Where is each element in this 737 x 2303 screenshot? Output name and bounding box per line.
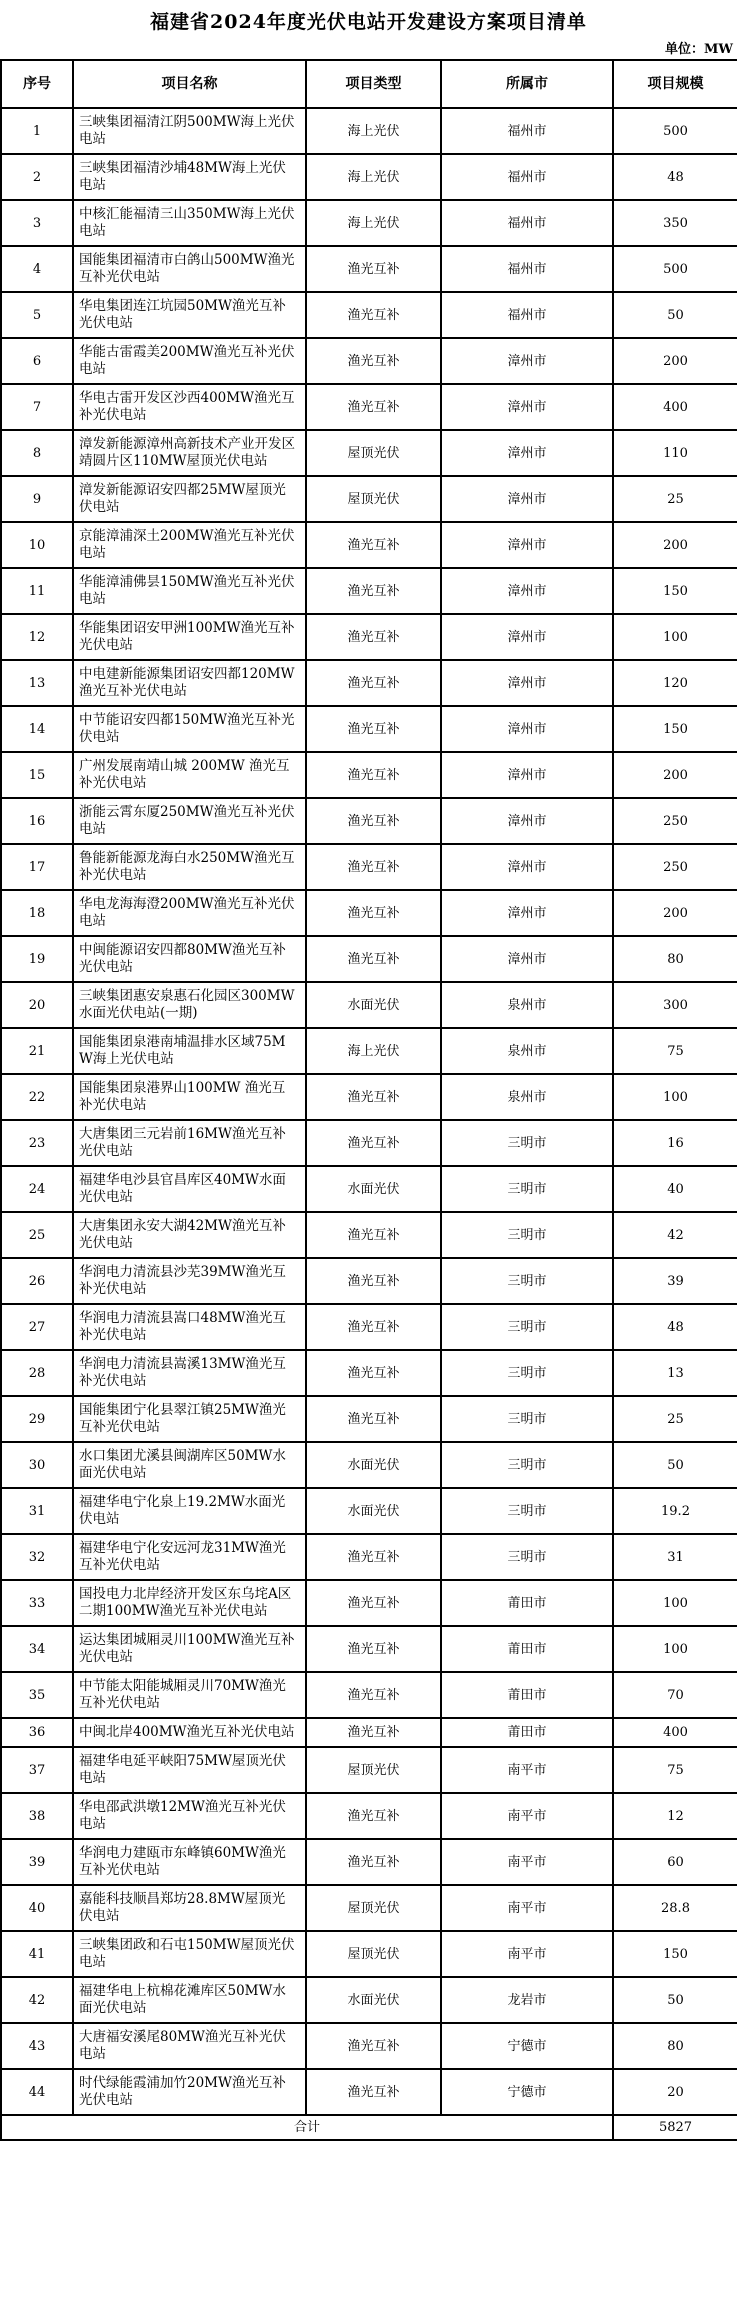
cell-city: 莆田市 xyxy=(441,1626,613,1672)
cell-scale: 25 xyxy=(613,1396,737,1442)
table-row xyxy=(1,154,737,200)
header-row xyxy=(1,60,737,108)
cell-serial-no: 31 xyxy=(1,1488,73,1534)
cell-serial-no: 5 xyxy=(1,292,73,338)
cell-serial-no: 21 xyxy=(1,1028,73,1074)
cell-serial-no: 34 xyxy=(1,1626,73,1672)
cell-project-name: 华润电力清流县沙芜39MW渔光互补光伏电站 xyxy=(73,1258,306,1304)
table-row xyxy=(1,200,737,246)
cell-serial-no: 38 xyxy=(1,1793,73,1839)
cell-city: 漳州市 xyxy=(441,936,613,982)
table-row xyxy=(1,1304,737,1350)
cell-serial-no: 36 xyxy=(1,1718,73,1747)
cell-city: 漳州市 xyxy=(441,338,613,384)
cell-scale: 70 xyxy=(613,1672,737,1718)
cell-project-name: 中电建新能源集团诏安四都120MW渔光互补光伏电站 xyxy=(73,660,306,706)
cell-city: 漳州市 xyxy=(441,522,613,568)
cell-serial-no: 12 xyxy=(1,614,73,660)
table-row xyxy=(1,1931,737,1977)
cell-scale: 60 xyxy=(613,1839,737,1885)
cell-city: 三明市 xyxy=(441,1350,613,1396)
header-project-name: 项目名称 xyxy=(73,60,306,108)
cell-project-type: 屋顶光伏 xyxy=(306,476,441,522)
cell-project-name: 三峡集团政和石屯150MW屋顶光伏电站 xyxy=(73,1931,306,1977)
cell-project-name: 浙能云霄东厦250MW渔光互补光伏电站 xyxy=(73,798,306,844)
cell-scale: 13 xyxy=(613,1350,737,1396)
cell-serial-no: 28 xyxy=(1,1350,73,1396)
cell-city: 福州市 xyxy=(441,200,613,246)
cell-project-name: 广州发展南靖山城 200MW 渔光互补光伏电站 xyxy=(73,752,306,798)
cell-project-name: 国能集团泉港界山100MW 渔光互补光伏电站 xyxy=(73,1074,306,1120)
cell-scale: 42 xyxy=(613,1212,737,1258)
table-row xyxy=(1,1120,737,1166)
cell-scale: 150 xyxy=(613,568,737,614)
cell-city: 漳州市 xyxy=(441,706,613,752)
table-row xyxy=(1,752,737,798)
cell-project-type: 渔光互补 xyxy=(306,890,441,936)
cell-project-type: 渔光互补 xyxy=(306,1839,441,1885)
cell-project-name: 大唐集团三元岩前16MW渔光互补光伏电站 xyxy=(73,1120,306,1166)
cell-project-type: 渔光互补 xyxy=(306,1212,441,1258)
cell-project-type: 渔光互补 xyxy=(306,568,441,614)
cell-project-name: 鲁能新能源龙海白水250MW渔光互补光伏电站 xyxy=(73,844,306,890)
cell-serial-no: 20 xyxy=(1,982,73,1028)
cell-scale: 100 xyxy=(613,1626,737,1672)
cell-scale: 500 xyxy=(613,246,737,292)
cell-project-name: 华电集团连江坑园50MW渔光互补光伏电站 xyxy=(73,292,306,338)
cell-project-name: 漳发新能源诏安四都25MW屋顶光伏电站 xyxy=(73,476,306,522)
cell-project-type: 渔光互补 xyxy=(306,1396,441,1442)
table-row xyxy=(1,568,737,614)
cell-project-type: 海上光伏 xyxy=(306,200,441,246)
table-row xyxy=(1,292,737,338)
cell-project-type: 渔光互补 xyxy=(306,1258,441,1304)
header-serial-no: 序号 xyxy=(1,60,73,108)
cell-scale: 50 xyxy=(613,292,737,338)
cell-serial-no: 40 xyxy=(1,1885,73,1931)
cell-serial-no: 1 xyxy=(1,108,73,154)
cell-city: 泉州市 xyxy=(441,982,613,1028)
cell-project-type: 渔光互补 xyxy=(306,614,441,660)
cell-project-type: 渔光互补 xyxy=(306,798,441,844)
cell-city: 三明市 xyxy=(441,1258,613,1304)
cell-scale: 20 xyxy=(613,2069,737,2115)
header-project-type: 项目类型 xyxy=(306,60,441,108)
cell-project-name: 国能集团宁化县翠江镇25MW渔光互补光伏电站 xyxy=(73,1396,306,1442)
cell-scale: 120 xyxy=(613,660,737,706)
table-row xyxy=(1,108,737,154)
cell-project-type: 渔光互补 xyxy=(306,1074,441,1120)
cell-project-name: 华电龙海海澄200MW渔光互补光伏电站 xyxy=(73,890,306,936)
cell-city: 泉州市 xyxy=(441,1074,613,1120)
cell-project-type: 屋顶光伏 xyxy=(306,430,441,476)
cell-scale: 250 xyxy=(613,844,737,890)
table-row xyxy=(1,1488,737,1534)
cell-project-name: 华能集团诏安甲洲100MW渔光互补光伏电站 xyxy=(73,614,306,660)
cell-scale: 75 xyxy=(613,1747,737,1793)
cell-scale: 50 xyxy=(613,1442,737,1488)
cell-serial-no: 29 xyxy=(1,1396,73,1442)
cell-scale: 40 xyxy=(613,1166,737,1212)
cell-project-name: 华润电力建瓯市东峰镇60MW渔光互补光伏电站 xyxy=(73,1839,306,1885)
cell-city: 三明市 xyxy=(441,1212,613,1258)
cell-serial-no: 24 xyxy=(1,1166,73,1212)
cell-scale: 48 xyxy=(613,1304,737,1350)
cell-project-name: 中节能太阳能城厢灵川70MW渔光互补光伏电站 xyxy=(73,1672,306,1718)
table-row xyxy=(1,798,737,844)
cell-city: 莆田市 xyxy=(441,1580,613,1626)
cell-city: 福州市 xyxy=(441,292,613,338)
cell-serial-no: 17 xyxy=(1,844,73,890)
cell-project-type: 渔光互补 xyxy=(306,338,441,384)
cell-project-name: 水口集团尤溪县闽湖库区50MW水面光伏电站 xyxy=(73,1442,306,1488)
table-row xyxy=(1,522,737,568)
project-table xyxy=(0,59,737,2141)
cell-scale: 400 xyxy=(613,384,737,430)
cell-project-type: 渔光互补 xyxy=(306,1120,441,1166)
table-row xyxy=(1,614,737,660)
table-row xyxy=(1,1534,737,1580)
cell-serial-no: 14 xyxy=(1,706,73,752)
cell-city: 漳州市 xyxy=(441,752,613,798)
cell-project-type: 渔光互补 xyxy=(306,1304,441,1350)
cell-scale: 150 xyxy=(613,1931,737,1977)
unit-label: 单位：MW xyxy=(665,42,733,57)
table-row xyxy=(1,1977,737,2023)
cell-serial-no: 4 xyxy=(1,246,73,292)
cell-project-name: 三峡集团福清江阴500MW海上光伏电站 xyxy=(73,108,306,154)
total-value: 5827 xyxy=(613,2115,737,2140)
cell-city: 三明市 xyxy=(441,1120,613,1166)
table-row xyxy=(1,844,737,890)
cell-scale: 28.8 xyxy=(613,1885,737,1931)
cell-scale: 110 xyxy=(613,430,737,476)
cell-serial-no: 44 xyxy=(1,2069,73,2115)
cell-project-type: 水面光伏 xyxy=(306,1488,441,1534)
cell-project-type: 水面光伏 xyxy=(306,982,441,1028)
cell-serial-no: 32 xyxy=(1,1534,73,1580)
cell-scale: 300 xyxy=(613,982,737,1028)
cell-project-type: 渔光互补 xyxy=(306,660,441,706)
cell-scale: 200 xyxy=(613,338,737,384)
cell-scale: 16 xyxy=(613,1120,737,1166)
cell-scale: 80 xyxy=(613,2023,737,2069)
total-row xyxy=(1,2115,737,2140)
table-row xyxy=(1,476,737,522)
cell-project-type: 渔光互补 xyxy=(306,706,441,752)
cell-serial-no: 11 xyxy=(1,568,73,614)
cell-city: 宁德市 xyxy=(441,2069,613,2115)
table-row xyxy=(1,2069,737,2115)
cell-project-name: 京能漳浦深土200MW渔光互补光伏电站 xyxy=(73,522,306,568)
cell-serial-no: 41 xyxy=(1,1931,73,1977)
cell-project-name: 国能集团福清市白鸽山500MW渔光互补光伏电站 xyxy=(73,246,306,292)
cell-serial-no: 25 xyxy=(1,1212,73,1258)
cell-city: 漳州市 xyxy=(441,890,613,936)
cell-serial-no: 3 xyxy=(1,200,73,246)
cell-scale: 39 xyxy=(613,1258,737,1304)
cell-project-type: 屋顶光伏 xyxy=(306,1931,441,1977)
cell-project-type: 海上光伏 xyxy=(306,1028,441,1074)
table-row xyxy=(1,384,737,430)
cell-project-type: 渔光互补 xyxy=(306,522,441,568)
table-row xyxy=(1,1839,737,1885)
table-row xyxy=(1,1442,737,1488)
table-row xyxy=(1,1885,737,1931)
header-city: 所属市 xyxy=(441,60,613,108)
table-row xyxy=(1,1747,737,1793)
table-row xyxy=(1,982,737,1028)
cell-project-name: 华电古雷开发区沙西400MW渔光互补光伏电站 xyxy=(73,384,306,430)
cell-serial-no: 26 xyxy=(1,1258,73,1304)
table-row xyxy=(1,890,737,936)
cell-scale: 25 xyxy=(613,476,737,522)
cell-scale: 100 xyxy=(613,1074,737,1120)
cell-project-name: 国能集团泉港南埔温排水区域75MW海上光伏电站 xyxy=(73,1028,306,1074)
table-row xyxy=(1,430,737,476)
page-title: 福建省2024年度光伏电站开发建设方案项目清单 xyxy=(150,11,587,33)
cell-project-type: 渔光互补 xyxy=(306,2069,441,2115)
cell-project-type: 水面光伏 xyxy=(306,1166,441,1212)
cell-serial-no: 27 xyxy=(1,1304,73,1350)
table-row xyxy=(1,1258,737,1304)
cell-serial-no: 23 xyxy=(1,1120,73,1166)
cell-project-type: 渔光互补 xyxy=(306,384,441,430)
cell-project-name: 嘉能科技顺昌郑坊28.8MW屋顶光伏电站 xyxy=(73,1885,306,1931)
cell-serial-no: 22 xyxy=(1,1074,73,1120)
cell-city: 莆田市 xyxy=(441,1718,613,1747)
cell-city: 三明市 xyxy=(441,1166,613,1212)
cell-scale: 31 xyxy=(613,1534,737,1580)
cell-project-name: 三峡集团福清沙埔48MW海上光伏电站 xyxy=(73,154,306,200)
cell-project-type: 屋顶光伏 xyxy=(306,1747,441,1793)
cell-project-type: 渔光互补 xyxy=(306,246,441,292)
table-row xyxy=(1,338,737,384)
cell-project-type: 渔光互补 xyxy=(306,1350,441,1396)
cell-scale: 350 xyxy=(613,200,737,246)
cell-scale: 75 xyxy=(613,1028,737,1074)
cell-serial-no: 2 xyxy=(1,154,73,200)
cell-serial-no: 10 xyxy=(1,522,73,568)
cell-city: 三明市 xyxy=(441,1442,613,1488)
cell-project-name: 福建华电延平峡阳75MW屋顶光伏电站 xyxy=(73,1747,306,1793)
cell-city: 漳州市 xyxy=(441,844,613,890)
cell-city: 福州市 xyxy=(441,154,613,200)
cell-city: 漳州市 xyxy=(441,568,613,614)
cell-project-type: 渔光互补 xyxy=(306,2023,441,2069)
cell-serial-no: 8 xyxy=(1,430,73,476)
cell-city: 漳州市 xyxy=(441,384,613,430)
cell-project-type: 渔光互补 xyxy=(306,1672,441,1718)
cell-project-type: 渔光互补 xyxy=(306,752,441,798)
cell-city: 福州市 xyxy=(441,246,613,292)
cell-scale: 250 xyxy=(613,798,737,844)
cell-serial-no: 6 xyxy=(1,338,73,384)
cell-project-name: 大唐集团永安大湖42MW渔光互补光伏电站 xyxy=(73,1212,306,1258)
cell-city: 三明市 xyxy=(441,1488,613,1534)
cell-serial-no: 19 xyxy=(1,936,73,982)
cell-project-name: 漳发新能源漳州高新技术产业开发区靖圆片区110MW屋顶光伏电站 xyxy=(73,430,306,476)
cell-city: 漳州市 xyxy=(441,430,613,476)
cell-project-type: 渔光互补 xyxy=(306,1534,441,1580)
cell-project-name: 福建华电沙县官昌库区40MW水面光伏电站 xyxy=(73,1166,306,1212)
cell-city: 三明市 xyxy=(441,1396,613,1442)
table-body xyxy=(1,108,737,2115)
cell-project-type: 渔光互补 xyxy=(306,292,441,338)
cell-project-name: 福建华电上杭棉花滩库区50MW水面光伏电站 xyxy=(73,1977,306,2023)
cell-project-type: 水面光伏 xyxy=(306,1977,441,2023)
cell-project-name: 中闽北岸400MW渔光互补光伏电站 xyxy=(73,1718,306,1747)
cell-scale: 50 xyxy=(613,1977,737,2023)
cell-project-type: 渔光互补 xyxy=(306,1580,441,1626)
cell-city: 南平市 xyxy=(441,1793,613,1839)
cell-city: 南平市 xyxy=(441,1885,613,1931)
cell-city: 漳州市 xyxy=(441,660,613,706)
cell-project-type: 渔光互补 xyxy=(306,1718,441,1747)
cell-scale: 200 xyxy=(613,752,737,798)
table-row xyxy=(1,246,737,292)
cell-city: 泉州市 xyxy=(441,1028,613,1074)
cell-scale: 500 xyxy=(613,108,737,154)
cell-scale: 150 xyxy=(613,706,737,752)
cell-project-type: 渔光互补 xyxy=(306,936,441,982)
cell-project-type: 海上光伏 xyxy=(306,108,441,154)
cell-city: 龙岩市 xyxy=(441,1977,613,2023)
table-row xyxy=(1,706,737,752)
cell-project-name: 华能古雷霞美200MW渔光互补光伏电站 xyxy=(73,338,306,384)
cell-city: 漳州市 xyxy=(441,476,613,522)
cell-project-name: 华润电力清流县嵩溪13MW渔光互补光伏电站 xyxy=(73,1350,306,1396)
cell-project-name: 福建华电宁化安远河龙31MW渔光互补光伏电站 xyxy=(73,1534,306,1580)
cell-project-name: 中闽能源诏安四都80MW渔光互补光伏电站 xyxy=(73,936,306,982)
table-row xyxy=(1,1580,737,1626)
cell-city: 南平市 xyxy=(441,1931,613,1977)
table-row xyxy=(1,660,737,706)
cell-scale: 48 xyxy=(613,154,737,200)
cell-scale: 80 xyxy=(613,936,737,982)
cell-serial-no: 18 xyxy=(1,890,73,936)
table-row xyxy=(1,2023,737,2069)
cell-serial-no: 39 xyxy=(1,1839,73,1885)
cell-scale: 100 xyxy=(613,614,737,660)
table-row xyxy=(1,1166,737,1212)
cell-project-name: 大唐福安溪尾80MW渔光互补光伏电站 xyxy=(73,2023,306,2069)
cell-project-name: 华润电力清流县嵩口48MW渔光互补光伏电站 xyxy=(73,1304,306,1350)
cell-project-name: 华电邵武洪墩12MW渔光互补光伏电站 xyxy=(73,1793,306,1839)
cell-project-type: 渔光互补 xyxy=(306,1793,441,1839)
cell-project-type: 屋顶光伏 xyxy=(306,1885,441,1931)
cell-project-name: 中核汇能福清三山350MW海上光伏电站 xyxy=(73,200,306,246)
cell-project-type: 渔光互补 xyxy=(306,844,441,890)
cell-serial-no: 13 xyxy=(1,660,73,706)
cell-serial-no: 30 xyxy=(1,1442,73,1488)
cell-serial-no: 35 xyxy=(1,1672,73,1718)
cell-city: 福州市 xyxy=(441,108,613,154)
cell-city: 三明市 xyxy=(441,1534,613,1580)
cell-project-name: 华能漳浦佛昙150MW渔光互补光伏电站 xyxy=(73,568,306,614)
cell-serial-no: 37 xyxy=(1,1747,73,1793)
cell-serial-no: 43 xyxy=(1,2023,73,2069)
cell-scale: 200 xyxy=(613,890,737,936)
cell-serial-no: 7 xyxy=(1,384,73,430)
cell-scale: 19.2 xyxy=(613,1488,737,1534)
cell-city: 南平市 xyxy=(441,1839,613,1885)
cell-scale: 12 xyxy=(613,1793,737,1839)
cell-serial-no: 33 xyxy=(1,1580,73,1626)
cell-project-type: 海上光伏 xyxy=(306,154,441,200)
table-row xyxy=(1,936,737,982)
table-row xyxy=(1,1793,737,1839)
cell-scale: 400 xyxy=(613,1718,737,1747)
cell-project-type: 水面光伏 xyxy=(306,1442,441,1488)
cell-project-name: 三峡集团惠安泉惠石化园区300MW水面光伏电站(一期) xyxy=(73,982,306,1028)
table-row xyxy=(1,1074,737,1120)
table-row xyxy=(1,1350,737,1396)
cell-city: 莆田市 xyxy=(441,1672,613,1718)
cell-project-name: 运达集团城厢灵川100MW渔光互补光伏电站 xyxy=(73,1626,306,1672)
cell-city: 宁德市 xyxy=(441,2023,613,2069)
table-row xyxy=(1,1028,737,1074)
cell-project-name: 中节能诏安四都150MW渔光互补光伏电站 xyxy=(73,706,306,752)
cell-project-name: 国投电力北岸经济开发区东乌垞A区二期100MW渔光互补光伏电站 xyxy=(73,1580,306,1626)
table-row xyxy=(1,1396,737,1442)
cell-city: 三明市 xyxy=(441,1304,613,1350)
total-label: 合计 xyxy=(1,2115,613,2140)
cell-city: 漳州市 xyxy=(441,798,613,844)
cell-serial-no: 15 xyxy=(1,752,73,798)
cell-serial-no: 9 xyxy=(1,476,73,522)
cell-serial-no: 42 xyxy=(1,1977,73,2023)
table-row xyxy=(1,1626,737,1672)
cell-project-type: 渔光互补 xyxy=(306,1626,441,1672)
cell-city: 南平市 xyxy=(441,1747,613,1793)
table-row xyxy=(1,1672,737,1718)
table-row xyxy=(1,1718,737,1747)
cell-serial-no: 16 xyxy=(1,798,73,844)
cell-scale: 200 xyxy=(613,522,737,568)
cell-city: 漳州市 xyxy=(441,614,613,660)
cell-scale: 100 xyxy=(613,1580,737,1626)
header-scale: 项目规模 xyxy=(613,60,737,108)
table-row xyxy=(1,1212,737,1258)
cell-project-name: 时代绿能霞浦加竹20MW渔光互补光伏电站 xyxy=(73,2069,306,2115)
cell-project-name: 福建华电宁化泉上19.2MW水面光伏电站 xyxy=(73,1488,306,1534)
